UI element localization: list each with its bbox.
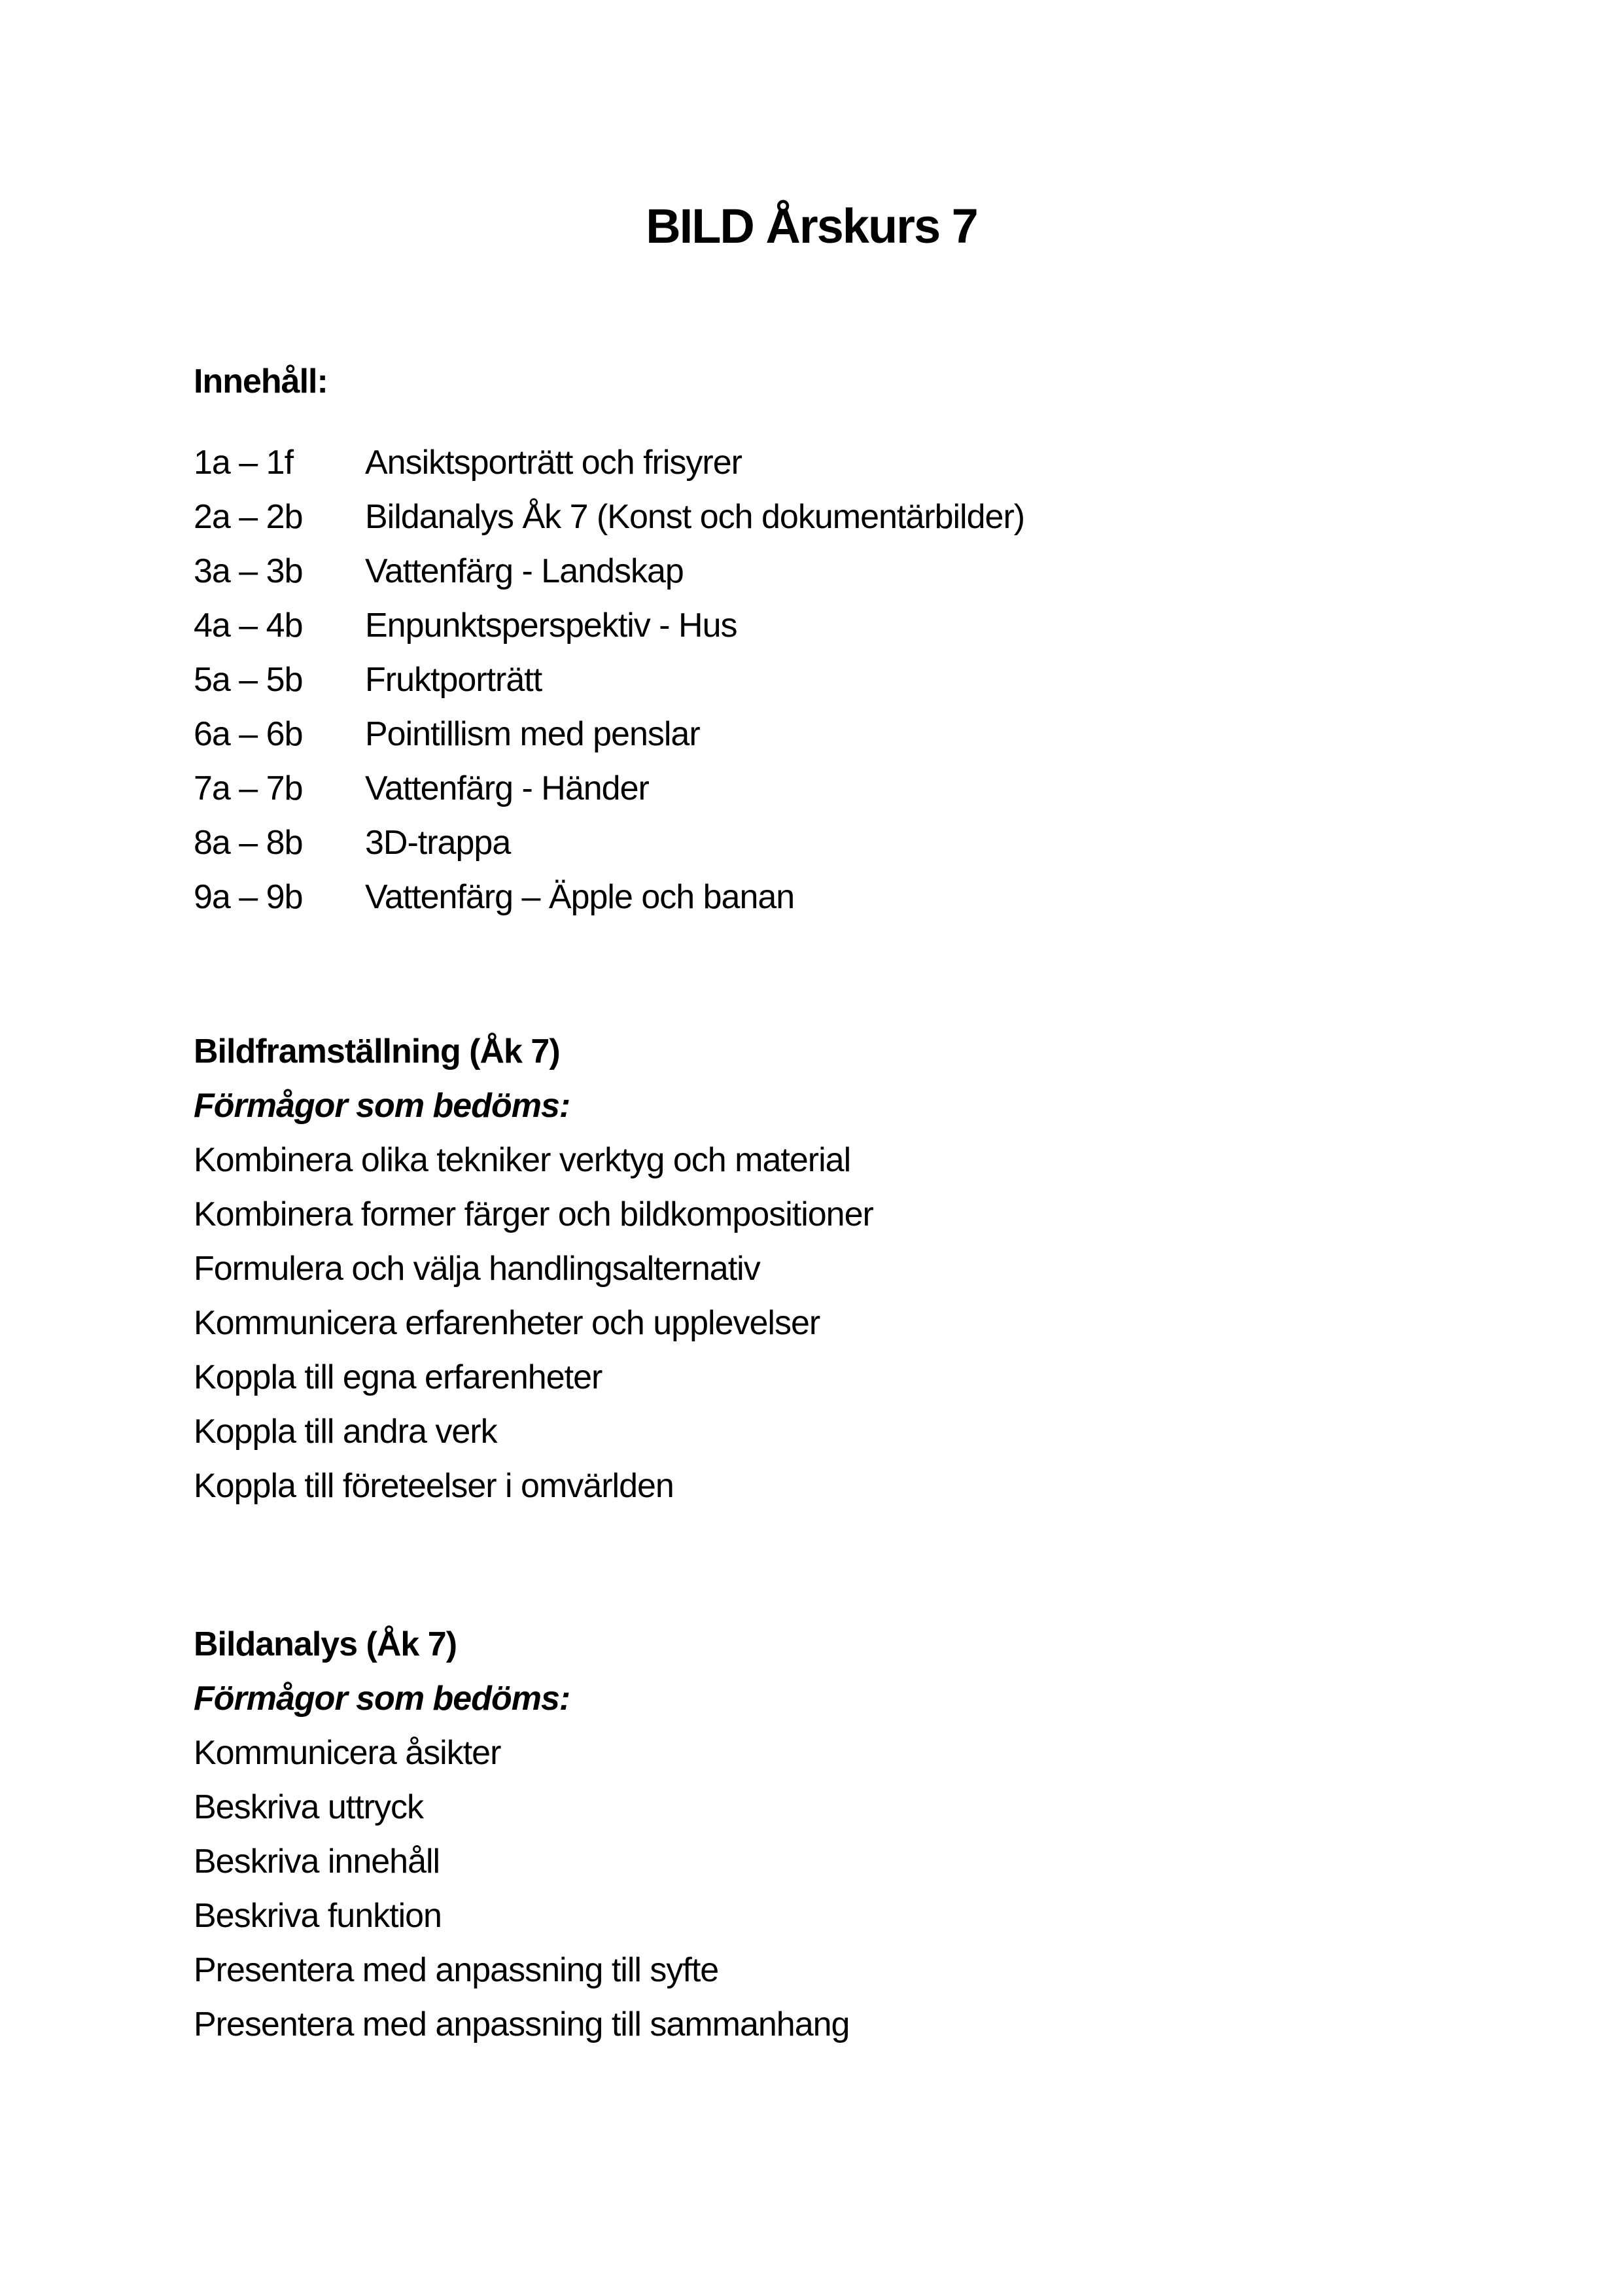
bildframstallning-heading: Bildframställning (Åk 7) — [194, 1033, 560, 1070]
toc-item-description: Pointillism med penslar — [365, 715, 700, 753]
toc-item-code: 6a – 6b — [194, 715, 303, 753]
document-title: BILD Årskurs 7 — [646, 199, 977, 253]
toc-item-code: 4a – 4b — [194, 607, 303, 645]
toc-item-code: 7a – 7b — [194, 769, 303, 807]
ability-item: Presentera med anpassning till syfte — [194, 1951, 719, 1989]
ability-item: Kombinera olika tekniker verktyg och material — [194, 1141, 851, 1179]
contents-heading: Innehåll: — [194, 362, 328, 400]
bildframstallning-subheading: Förmågor som bedöms: — [194, 1087, 570, 1125]
toc-item-description: Enpunktsperspektiv - Hus — [365, 607, 737, 645]
toc-row — [194, 605, 1429, 646]
toc-item-description: 3D-trappa — [365, 824, 511, 862]
contents-list — [194, 442, 1429, 931]
bildanalys-subheading: Förmågor som bedöms: — [194, 1680, 570, 1718]
ability-item: Beskriva innehåll — [194, 1843, 440, 1881]
toc-row — [194, 877, 1429, 917]
toc-item-description: Vattenfärg - Händer — [365, 769, 649, 807]
ability-item: Presentera med anpassning till sammanhang — [194, 2005, 850, 2043]
toc-item-code: 2a – 2b — [194, 498, 303, 536]
ability-item: Kommunicera åsikter — [194, 1734, 501, 1772]
toc-item-description: Bildanalys Åk 7 (Konst och dokumentärbilder) — [365, 498, 1025, 536]
toc-item-description: Vattenfärg – Äpple och banan — [365, 878, 795, 916]
ability-item: Kommunicera erfarenheter och upplevelser — [194, 1304, 820, 1342]
toc-row — [194, 660, 1429, 700]
ability-item: Koppla till egna erfarenheter — [194, 1358, 602, 1396]
toc-row — [194, 442, 1429, 483]
toc-row — [194, 768, 1429, 809]
ability-item: Kombinera former färger och bildkompositioner — [194, 1195, 873, 1233]
toc-row — [194, 551, 1429, 592]
toc-row — [194, 497, 1429, 537]
toc-item-code: 1a – 1f — [194, 444, 294, 482]
toc-item-description: Ansiktsporträtt och frisyrer — [365, 444, 742, 482]
toc-item-code: 8a – 8b — [194, 824, 303, 862]
toc-row — [194, 714, 1429, 754]
ability-item: Beskriva uttryck — [194, 1788, 423, 1826]
toc-item-code: 5a – 5b — [194, 661, 303, 699]
ability-item: Koppla till andra verk — [194, 1413, 497, 1451]
ability-item: Beskriva funktion — [194, 1897, 442, 1935]
toc-item-code: 3a – 3b — [194, 552, 303, 590]
toc-item-code: 9a – 9b — [194, 878, 303, 916]
toc-row — [194, 822, 1429, 863]
ability-item: Koppla till företeelser i omvärlden — [194, 1467, 674, 1505]
toc-item-description: Fruktporträtt — [365, 661, 542, 699]
ability-item: Formulera och välja handlingsalternativ — [194, 1250, 760, 1288]
bildanalys-heading: Bildanalys (Åk 7) — [194, 1625, 457, 1663]
toc-item-description: Vattenfärg - Landskap — [365, 552, 684, 590]
